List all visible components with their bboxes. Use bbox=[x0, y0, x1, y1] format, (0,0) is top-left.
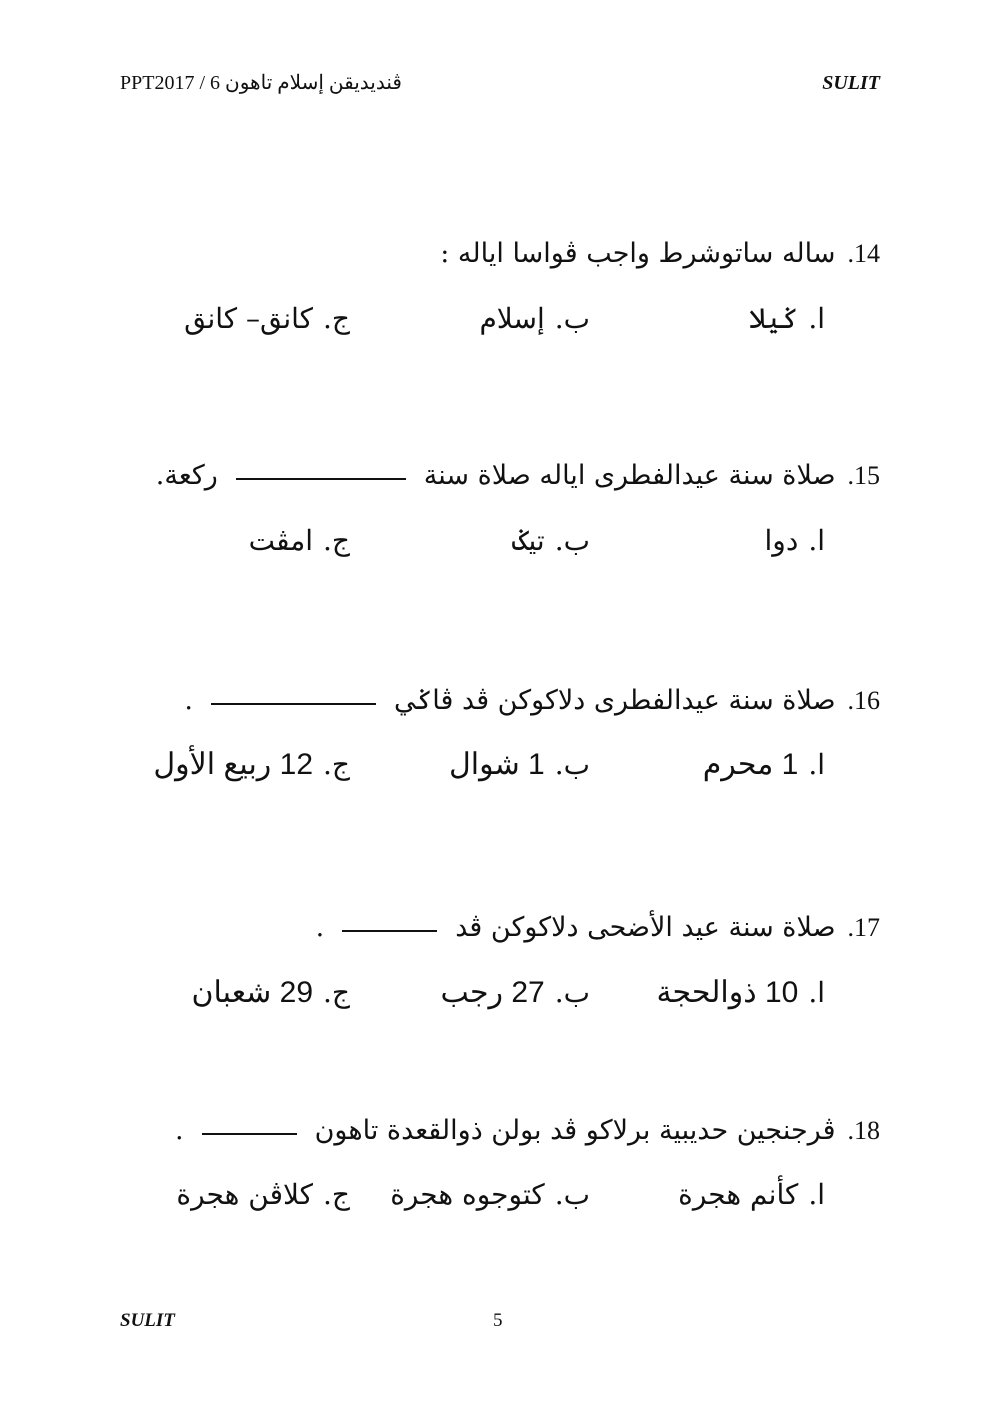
answer-blank[interactable] bbox=[342, 929, 437, 932]
option-text: دوا bbox=[764, 524, 799, 557]
option-c[interactable] bbox=[184, 302, 350, 335]
option-text: كأنم هجرة bbox=[678, 1178, 799, 1211]
question-number: 16. bbox=[847, 686, 880, 715]
option-letter: ا. bbox=[808, 748, 825, 781]
option-c[interactable] bbox=[249, 524, 350, 557]
question-number: 14. bbox=[847, 239, 880, 268]
question-17 bbox=[316, 912, 880, 943]
option-letter: ب. bbox=[554, 976, 590, 1009]
question-18 bbox=[175, 1115, 880, 1146]
option-text: تيݢ bbox=[512, 524, 545, 557]
option-text: 10 ذوالحجة bbox=[656, 976, 799, 1009]
option-text: كلاڤن هجرة bbox=[176, 1178, 314, 1211]
question-number: 15. bbox=[847, 461, 880, 490]
option-text: كتوجوه هجرة bbox=[390, 1178, 545, 1211]
question-text-end: ركعة. bbox=[155, 460, 218, 491]
option-b[interactable] bbox=[449, 747, 590, 782]
option-b[interactable] bbox=[441, 975, 590, 1010]
option-letter: ب. bbox=[554, 524, 590, 557]
option-c[interactable] bbox=[176, 1178, 350, 1211]
option-letter: ج. bbox=[323, 976, 350, 1009]
option-letter: ا. bbox=[808, 1178, 825, 1211]
page-number: 5 bbox=[493, 1310, 503, 1331]
option-letter: ب. bbox=[554, 748, 590, 781]
option-letter: ا. bbox=[808, 976, 825, 1009]
option-letter: ب. bbox=[554, 302, 590, 335]
question-14 bbox=[440, 238, 880, 269]
question-number: 17. bbox=[847, 913, 880, 942]
answer-blank[interactable] bbox=[211, 702, 376, 705]
option-a[interactable] bbox=[749, 302, 825, 335]
answer-blank[interactable] bbox=[202, 1132, 297, 1135]
option-b[interactable] bbox=[512, 524, 590, 557]
option-text: 1 شوال bbox=[448, 748, 545, 781]
option-text: كانق– كانق bbox=[184, 302, 314, 335]
option-text: ݢيلا bbox=[749, 302, 799, 335]
question-text-end: . bbox=[184, 685, 193, 716]
question-text-end: . bbox=[315, 912, 325, 943]
option-letter: ا. bbox=[808, 524, 825, 557]
answer-blank[interactable] bbox=[236, 477, 406, 480]
question-text-end: . bbox=[175, 1115, 184, 1146]
question-number: 18. bbox=[847, 1116, 880, 1145]
option-text: 29 شعبان bbox=[191, 976, 314, 1009]
option-text: امڤت bbox=[248, 524, 314, 557]
option-text: إسلام bbox=[479, 302, 545, 335]
question-16 bbox=[184, 685, 880, 716]
option-text: 27 رجب bbox=[440, 976, 545, 1009]
question-text: ڤرجنجين حديبية برلاكو ڤد بولن ذوالقعدة تاهون bbox=[314, 1115, 836, 1146]
option-letter: ب. bbox=[554, 1178, 590, 1211]
option-a[interactable] bbox=[703, 747, 825, 782]
option-a[interactable] bbox=[765, 524, 825, 557]
header-paper-code: PPT2017 / ڤنديديقن إسلام تاهون 6 bbox=[120, 72, 402, 94]
question-text: صلاة سنة عيدالفطرى اياله صلاة سنة bbox=[423, 460, 836, 491]
question-text: صلاة سنة عيد الأضحى دلاكوكن ڤد bbox=[455, 912, 836, 943]
option-letter: ج. bbox=[323, 748, 350, 781]
question-text: صلاة سنة عيدالفطرى دلاكوكن ڤد ڤاݢي bbox=[393, 685, 836, 716]
option-c[interactable] bbox=[153, 747, 350, 782]
option-letter: ج. bbox=[323, 1178, 350, 1211]
question-15 bbox=[156, 460, 880, 491]
footer-classification: SULIT bbox=[120, 1310, 175, 1331]
option-a[interactable] bbox=[678, 1178, 825, 1211]
option-b[interactable] bbox=[390, 1178, 590, 1211]
option-letter: ا. bbox=[808, 302, 825, 335]
option-text: 1 محرم bbox=[702, 748, 799, 781]
option-a[interactable] bbox=[656, 975, 825, 1010]
option-c[interactable] bbox=[191, 975, 350, 1010]
header-classification: SULIT bbox=[822, 72, 880, 94]
question-text: ساله ساتوشرط واجب ڤواسا اياله : bbox=[440, 238, 836, 269]
option-letter: ج. bbox=[323, 524, 350, 557]
option-text: 12 ربيع الأول bbox=[153, 748, 314, 781]
option-letter: ج. bbox=[323, 302, 350, 335]
option-b[interactable] bbox=[479, 302, 590, 335]
